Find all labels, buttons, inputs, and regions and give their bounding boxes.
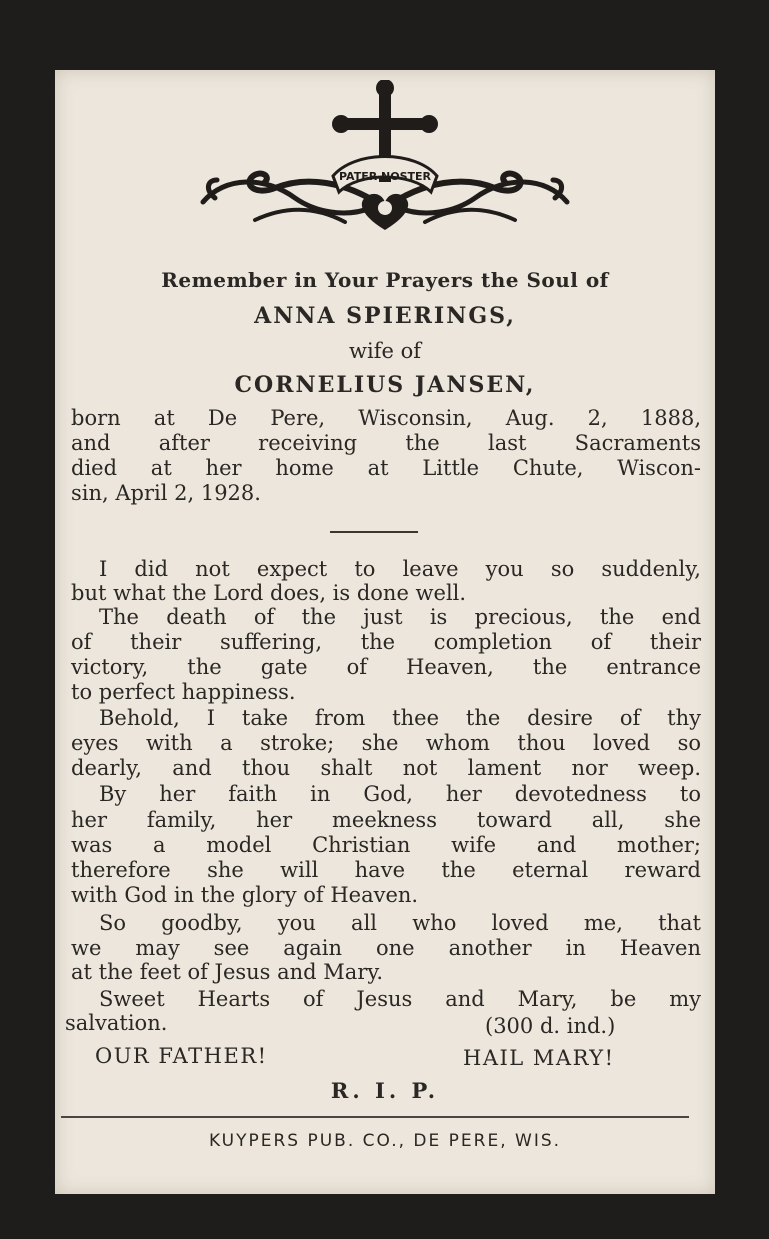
verse-line: I did not expect to leave you so suddenly, bbox=[99, 557, 701, 581]
salvation-text: salvation. bbox=[65, 1011, 168, 1035]
verse-line: The death of the just is precious, the end bbox=[99, 605, 701, 629]
verse-line: her family, her meekness toward all, she bbox=[71, 808, 701, 832]
hail-mary: HAIL MARY! bbox=[463, 1046, 615, 1070]
memorial-card bbox=[55, 70, 715, 1194]
divider bbox=[330, 531, 418, 533]
verse-line: Behold, I take from thee the desire of thy bbox=[99, 706, 701, 730]
heading: Remember in Your Prayers the Soul of bbox=[161, 268, 609, 292]
verse-line: Sweet Hearts of Jesus and Mary, be my bbox=[99, 987, 701, 1011]
our-father: OUR FATHER! bbox=[95, 1044, 268, 1068]
verse-line: at the feet of Jesus and Mary. bbox=[71, 960, 384, 984]
verse-line: with God in the glory of Heaven. bbox=[71, 883, 419, 907]
verse-line: therefore she will have the eternal reward bbox=[71, 858, 701, 882]
bottom-rule bbox=[61, 1116, 689, 1118]
relation: wife of bbox=[349, 339, 421, 363]
cross-emblem-icon bbox=[195, 80, 575, 240]
verse-line: By her faith in God, her devotedness to bbox=[99, 782, 701, 806]
indulgence-note: (300 d. ind.) bbox=[485, 1014, 616, 1038]
bio-line: died at her home at Little Chute, Wiscon- bbox=[71, 456, 701, 480]
verse-line: but what the Lord does, is done well. bbox=[71, 581, 467, 605]
verse-line: to perfect happiness. bbox=[71, 680, 296, 704]
verse-line: dearly, and thou shalt not lament nor weep. bbox=[71, 756, 701, 780]
verse-line: was a model Christian wife and mother; bbox=[71, 833, 701, 857]
verse-line: we may see again one another in Heaven bbox=[71, 936, 701, 960]
bio-line: sin, April 2, 1928. bbox=[71, 481, 261, 505]
bio-line: and after receiving the last Sacraments bbox=[71, 431, 701, 455]
verse-line: of their suffering, the completion of their bbox=[71, 630, 701, 654]
verse-line: eyes with a stroke; she whom thou loved so bbox=[71, 731, 701, 755]
spouse-name: CORNELIUS JANSEN, bbox=[234, 372, 536, 398]
banner-text: PATER NOSTER bbox=[339, 170, 431, 183]
publisher-imprint: KUYPERS PUB. CO., DE PERE, WIS. bbox=[208, 1131, 562, 1151]
verse-line: So goodby, you all who loved me, that bbox=[99, 911, 701, 935]
verse-line: victory, the gate of Heaven, the entrance bbox=[71, 655, 701, 679]
rip-text: R. I. P. bbox=[330, 1078, 440, 1103]
bio-line: born at De Pere, Wisconsin, Aug. 2, 1888, bbox=[71, 406, 701, 430]
deceased-name: ANNA SPIERINGS, bbox=[254, 303, 516, 329]
